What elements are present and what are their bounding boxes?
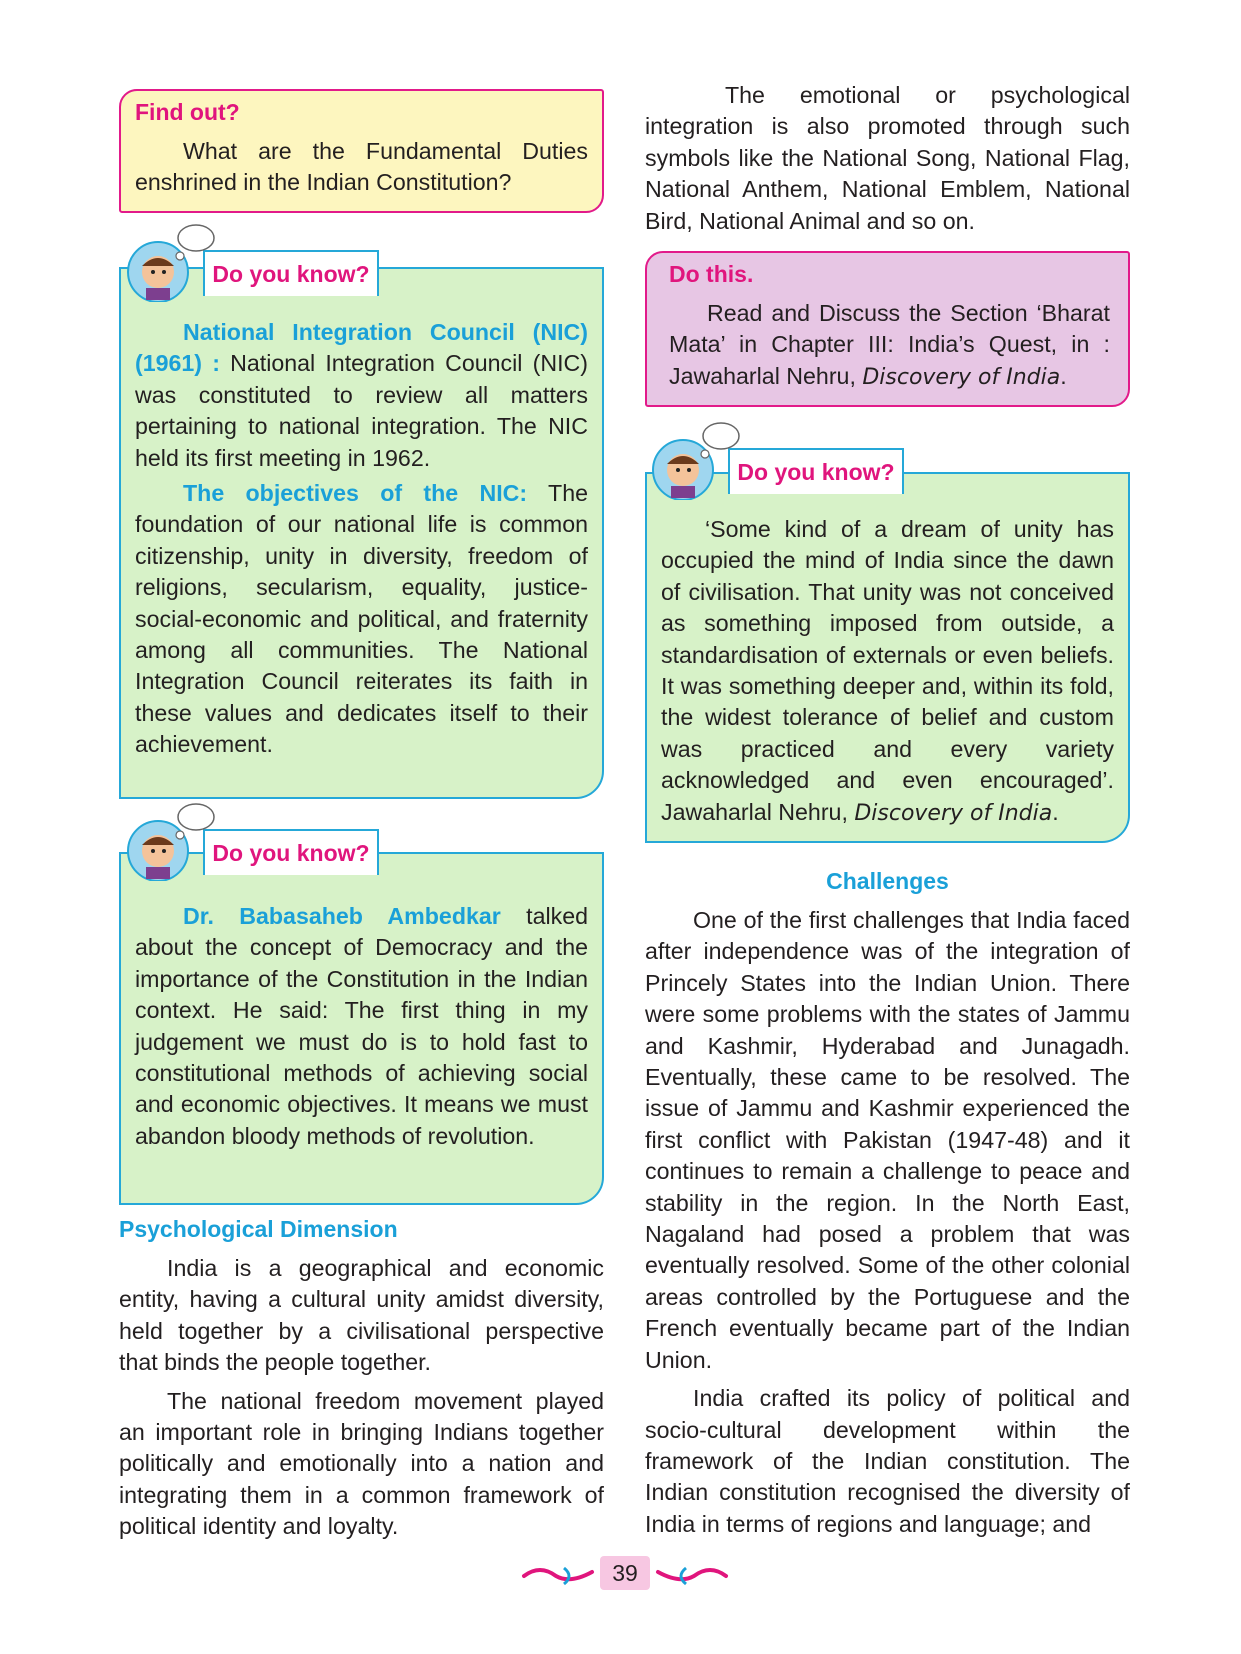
do-this-book: Discovery of India xyxy=(862,364,1061,390)
nehru-end: . xyxy=(1052,798,1059,825)
do-this-box xyxy=(645,251,1130,407)
nic-objectives-text: The foundation of our national life is common citizenship, unity in diversity, freedom of religions, secularism, equality, justice-social-economic and political, and fraternity among all communities. The National Integration Council reiterates its faith in these values and dedicates itself to their achievement. xyxy=(135,480,588,758)
thinking-boy-icon xyxy=(118,801,218,881)
do-you-know-box-nehru xyxy=(645,472,1130,843)
ambedkar-name: Dr. Babasaheb Ambedkar xyxy=(183,903,501,929)
find-out-title: Find out? xyxy=(135,99,240,125)
page-number: 39 xyxy=(600,1556,650,1590)
ambedkar-content xyxy=(135,901,588,1152)
do-this-text-before: Read and Discuss the Section ‘Bharat Mata’ in Chapter III: India’s Quest, in : Jawaharlal Nehru, xyxy=(669,300,1110,389)
ambedkar-text: talked about the concept of Democracy and the importance of the Constitution in the Indian context. He said: The first thing in my judgement we must do is to hold fast to constitutional methods of achieving social and economic objectives. It means we must abandon bloody methods of revolution. xyxy=(135,903,588,1149)
nic-content xyxy=(135,317,588,761)
do-you-know-tab-1: Do you know? xyxy=(203,250,379,296)
thinking-boy-icon xyxy=(118,222,218,302)
nehru-quote-paragraph xyxy=(661,514,1114,829)
nehru-author: Jawaharlal Nehru, xyxy=(661,798,855,825)
find-out-question: What are the Fundamental Duties enshrined in the Indian Constitution? xyxy=(135,138,588,196)
emotional-integration-para: The emotional or psychological integration is also promoted through such symbols like the National Song, National Flag, National Anthem, National Emblem, National Bird, National Animal and so on. xyxy=(645,82,1130,234)
nehru-content xyxy=(661,514,1114,829)
challenges-para-2: India crafted its policy of political and socio-cultural development within the framework of the Indian constitution. The Indian constitution recognised the diversity of India in terms of regions and language; and xyxy=(645,1385,1130,1537)
thinking-boy-icon xyxy=(643,420,743,500)
nehru-book: Discovery of India xyxy=(854,800,1053,826)
do-this-text-after: . xyxy=(1060,362,1067,389)
nic-heading: National Integration Council (NIC) (1961) : xyxy=(135,319,588,377)
right-top-section xyxy=(645,80,1130,237)
psychological-para-2: The national freedom movement played an important role in bringing Indians together politically and emotionally into a nation and integrating them in a common framework of political identity and loyalty. xyxy=(119,1387,604,1540)
do-you-know-tab-3: Do you know? xyxy=(728,448,904,494)
do-you-know-tab-2: Do you know? xyxy=(203,829,379,875)
find-out-box xyxy=(119,89,604,213)
ambedkar-paragraph xyxy=(135,901,588,1152)
challenges-para-1: One of the first challenges that India faced after independence was of the integration of Princely States into the Indian Union. There were some problems with the states of Jammu and Kashmir, Hyderabad and Junagadh. Eventually, these came to be resolved. The issue of Jammu and Kashmir experienced the first conflict with Pakistan (1947-48) and it continues to remain a challenge to peace and stability in the region. In the North East, Nagaland had posed a problem that was eventually resolved. Some of the other colonial areas controlled by the Portuguese and the French eventually became part of the Indian Union. xyxy=(645,907,1130,1373)
challenges-section xyxy=(645,868,1130,1540)
psychological-section xyxy=(119,1216,604,1543)
do-you-know-box-nic xyxy=(119,267,604,799)
nehru-quote: ‘Some kind of a dream of unity has occupied the mind of India since the dawn of civilisation. That unity was not conceived as something imposed from outside, a standardisation of externals or even beliefs. It was something deeper and, within its fold, the widest tolerance of belief and custom was practiced and every variety acknowledged and even encouraged’. xyxy=(661,516,1114,794)
nic-objectives-paragraph xyxy=(135,478,588,761)
nic-text: National Integration Council (NIC) was constituted to review all matters pertaining to national integration. The NIC held its first meeting in 1962. xyxy=(135,350,588,471)
psychological-para-1: India is a geographical and economic entity, having a cultural unity amidst diversity, held together by a civilisational perspective that binds the people together. xyxy=(119,1255,604,1376)
nic-paragraph xyxy=(135,317,588,474)
challenges-heading: Challenges xyxy=(826,868,949,894)
do-this-text xyxy=(669,298,1110,393)
nic-objectives-heading: The objectives of the NIC: xyxy=(183,480,528,507)
psychological-heading: Psychological Dimension xyxy=(119,1216,398,1242)
page-footer xyxy=(520,1552,730,1596)
do-this-title: Do this. xyxy=(669,261,754,287)
do-you-know-box-ambedkar xyxy=(119,852,604,1205)
